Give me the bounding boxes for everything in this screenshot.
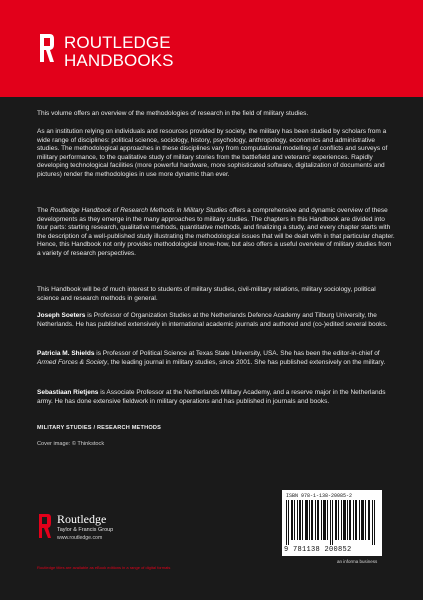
red-banner (0, 0, 423, 97)
author-bio-text: , the leading journal in military studies, since 2001. She has published extensively on the military. (107, 358, 386, 366)
barcode (282, 490, 382, 556)
author-bio-soeters (37, 312, 395, 329)
handbook-prefix: The (37, 207, 51, 214)
institution-paragraph (37, 128, 395, 180)
interest-text: This Handbook will be of much interest to students of military studies, civil-military relations, military sociology, political science and research methods in general. (37, 286, 376, 302)
brand-line-routledge: ROUTLEDGE (64, 33, 171, 52)
intro-text: This volume offers an overview of the methodologies of research in the field of military studies. (37, 110, 309, 117)
subject-category: MILITARY STUDIES / RESEARCH METHODS (37, 425, 162, 431)
handbook-text (37, 207, 395, 259)
author-bio-rietjens (37, 389, 395, 406)
ebook-availability-note: Routledge titles are available as eBook editions in a range of digital formats (37, 565, 171, 570)
institution-text: As an institution relying on individuals and resources provided by society, the military has been studied by scholars from a wide range of disciplines: political science, sociology, history, psychology, anthropology, economics and administrative studies. The methodological approaches in these disciplines vary from computational modelling of conflicts and surveys of military performance, to the qualitative study of military stories from the battlefield and veterans' experiences. Rapidly developing technological facilities (more powerful hardware, more sophisticated software, digitalization of documents and pictures) render the methodologies in use more dynamic than ever. (37, 128, 388, 178)
publisher-group: Taylor & Francis Group (57, 527, 114, 533)
handbook-rest: offers a comprehensive and dynamic overview of these developments as they emerge in the many approaches to military studies. The chapters in this Handbook are divided into four parts: starting research, qualitative methods, quantitative methods, and finalizing a study, and every chapter starts with the description of a well-published study illustrating the methodological issues that will be dealt with in that particular chapter. Hence, this Handbook not only provides methodological know-how, but also offers a useful overview of military studies from a variety of research perspectives. (37, 207, 395, 257)
interest-paragraph (37, 286, 395, 303)
barcode-bars-icon (286, 500, 378, 545)
author-name: Sebastiaan Rietjens (37, 389, 99, 396)
handbook-paragraph (37, 207, 395, 259)
informa-tagline: an informa business (337, 559, 378, 564)
publisher-url: www.routledge.com (57, 535, 103, 541)
author-bio-shields (37, 350, 395, 367)
journal-title: Armed Forces & Society (37, 358, 108, 366)
brand-line-handbooks: HANDBOOKS (64, 51, 174, 70)
isbn-label: ISBN 978-1-138-20085-2 (286, 493, 353, 499)
routledge-logo-icon (39, 33, 55, 63)
author-bio-text: is Associate Professor at the Netherlands Military Academy, and a reserve major in the Netherlands army. He has done extensive fieldwork in military operations and has published in journals and books. (37, 389, 386, 405)
barcode-digits: 9 781138 200852 (284, 546, 352, 554)
routledge-publisher-logo-icon (38, 513, 52, 539)
intro-paragraph (37, 110, 395, 119)
handbook-title: Routledge Handbook of Research Methods in Military Studies (50, 207, 228, 214)
publisher-name: Routledge (57, 512, 107, 526)
author-bio-text: is Professor of Organization Studies at the Netherlands Defence Academy and Tilburg University, the Netherlands. He has published extensively in international academic journals and authored and (co-)edited several books. (37, 312, 388, 328)
cover-image-credit: Cover image: © Thinkstock (37, 441, 105, 447)
author-name: Patricia M. Shields (37, 350, 95, 357)
author-bio-text: is Professor of Political Science at Texas State University, USA. She has been the editor-in-chief of (94, 350, 380, 357)
author-name: Joseph Soeters (37, 312, 86, 319)
